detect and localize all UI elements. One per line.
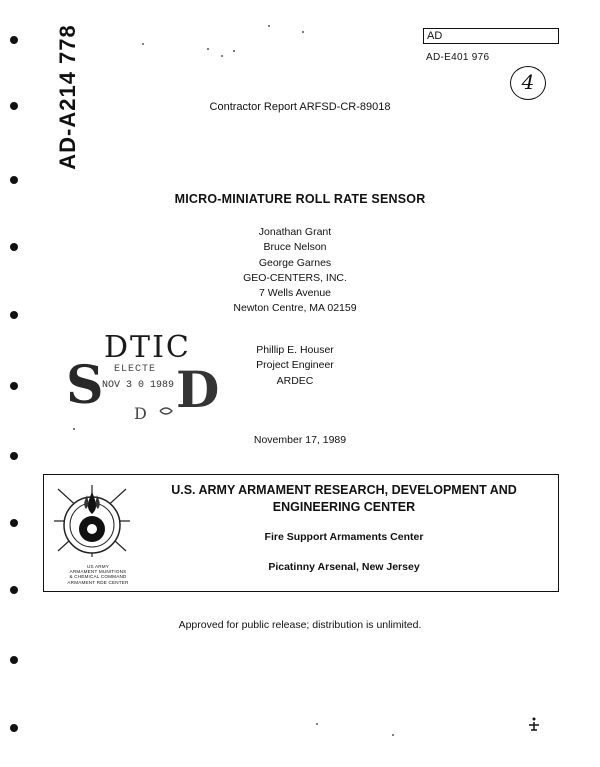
ad-box bbox=[423, 28, 559, 44]
stamp-s-letter: S bbox=[66, 355, 104, 416]
punch-hole-3 bbox=[10, 176, 18, 184]
stamp-d-letter: D bbox=[176, 360, 220, 419]
contractor-city: Newton Centre, MA 02159 bbox=[233, 302, 357, 315]
contractor-street: 7 Wells Avenue bbox=[259, 287, 331, 300]
stamp-graphic bbox=[64, 327, 220, 427]
distribution-statement: Approved for public release; distribution is unlimited. bbox=[178, 619, 422, 631]
punch-hole-5 bbox=[10, 311, 18, 319]
organization-title-line1: U.S. ARMY ARMAMENT RESEARCH, DEVELOPMENT AND bbox=[171, 483, 517, 497]
document-title: MICRO-MINIATURE ROLL RATE SENSOR bbox=[174, 192, 426, 206]
author-block bbox=[210, 225, 380, 317]
punch-hole-10 bbox=[10, 656, 18, 664]
dtic-electe-stamp bbox=[64, 327, 220, 427]
author-name: George Garnes bbox=[258, 256, 332, 269]
report-number bbox=[0, 101, 600, 113]
organization-title bbox=[139, 482, 549, 516]
punch-hole-8 bbox=[10, 519, 18, 527]
organization-title-line2: ENGINEERING CENTER bbox=[272, 500, 416, 514]
ad-number: AD-E401 976 bbox=[426, 52, 490, 63]
stamp-electe-text: ELECTE bbox=[114, 364, 157, 375]
report-date: November 17, 1989 bbox=[253, 434, 347, 446]
army-emblem-icon bbox=[50, 481, 134, 589]
emblem-caption-line: ARMAMENT MUNITIONS bbox=[69, 569, 127, 575]
emblem-caption-line: US ARMY bbox=[86, 564, 110, 569]
ad-box-label: AD bbox=[427, 30, 443, 42]
page-mark-icon bbox=[527, 716, 541, 732]
emblem-caption-line: & CHEMICAL COMMAND bbox=[69, 574, 127, 580]
stamp-bottom-letter: D bbox=[134, 404, 147, 423]
engineer-org: ARDEC bbox=[276, 374, 314, 387]
punch-hole-7 bbox=[10, 452, 18, 460]
emblem-caption bbox=[55, 564, 141, 585]
accession-number-text: AD-A214 778 bbox=[55, 24, 80, 170]
accession-number bbox=[56, 17, 80, 177]
punch-hole-9 bbox=[10, 586, 18, 594]
report-number-text: Contractor Report ARFSD-CR-89018 bbox=[209, 101, 391, 113]
emblem-caption-line: ARMAMENT RDE CENTER bbox=[67, 579, 129, 585]
punch-hole-6 bbox=[10, 382, 18, 390]
handwritten-circled-number: 4 bbox=[510, 66, 546, 100]
engineer-name: Phillip E. Houser bbox=[256, 344, 334, 356]
engineer-role: Project Engineer bbox=[256, 359, 334, 372]
punch-hole-1 bbox=[10, 36, 18, 44]
contractor-name: GEO-CENTERS, INC. bbox=[243, 271, 347, 284]
stamp-dtic-text: DTIC bbox=[104, 330, 191, 365]
author-name: Bruce Nelson bbox=[263, 241, 327, 254]
organization-box bbox=[43, 474, 559, 592]
organization-location: Picatinny Arsenal, New Jersey bbox=[268, 561, 420, 573]
punch-hole-4 bbox=[10, 243, 18, 251]
project-engineer-block bbox=[225, 343, 365, 389]
organization-center: Fire Support Armaments Center bbox=[264, 531, 424, 543]
stamp-date-text: NOV 3 0 1989 bbox=[102, 380, 175, 391]
author-name: Jonathan Grant bbox=[258, 226, 332, 238]
punch-hole-11 bbox=[10, 724, 18, 732]
